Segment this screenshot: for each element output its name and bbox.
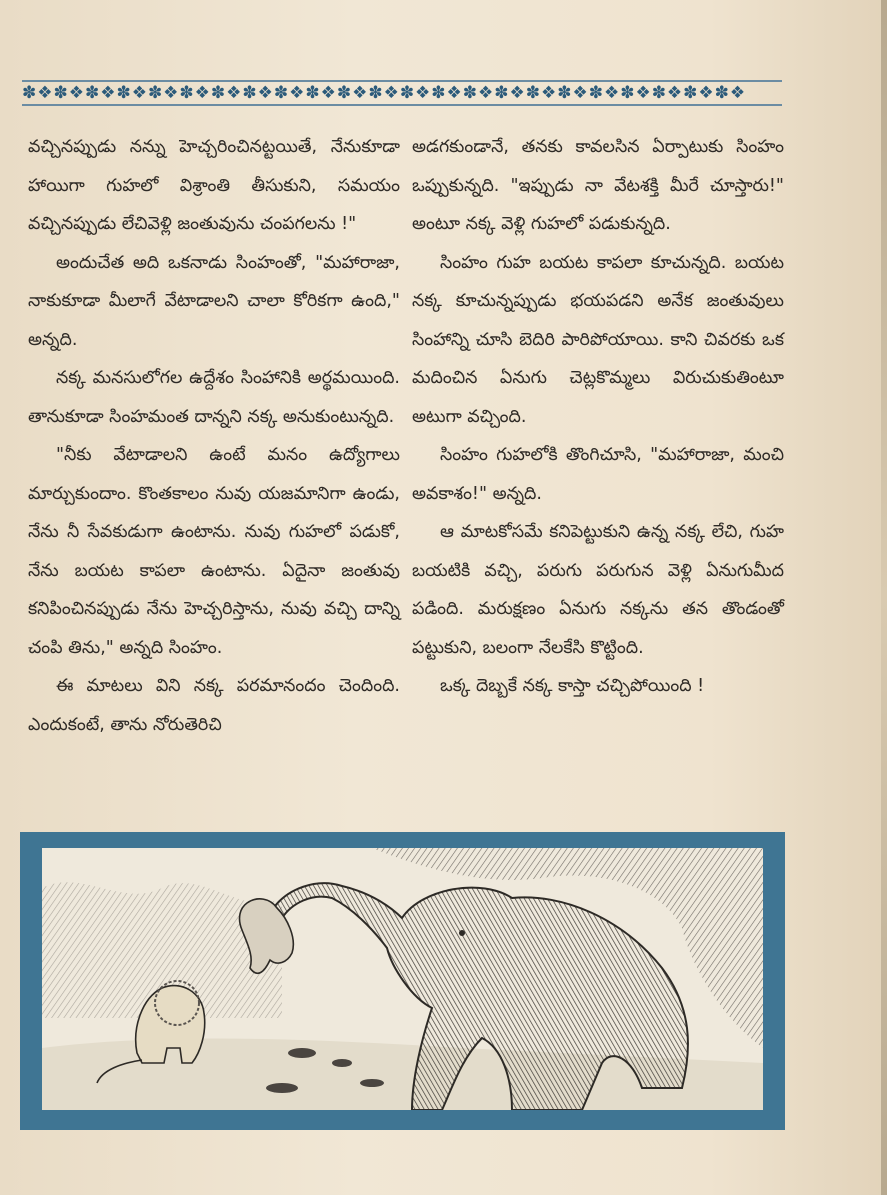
paragraph: అందుచేత అది ఒకనాడు సింహంతో, "మహారాజా, నాకుకూడా మీలాగే వేటాడాలని చాలా కోరికగా ఉంది," అన్నది. [28, 252, 400, 350]
story-illustration [20, 832, 785, 1130]
stone [360, 1079, 384, 1087]
decorative-border [22, 78, 782, 108]
paragraph: వచ్చినప్పుడు నన్ను హెచ్చరించినట్టయితే, నేనుకూడా హాయిగా గుహలో విశ్రాంతి తీసుకుని, సమయం వచ్చినప్పుడు లేచివెళ్లి జంతువును చంపగలను !" [28, 137, 400, 234]
page-edge [881, 0, 887, 1195]
right-text-column [412, 128, 784, 706]
stone [332, 1059, 352, 1067]
stone [288, 1048, 316, 1058]
paragraph: అడగకుండానే, తనకు కావలసిన ఏర్పాటుకు సింహం ఒప్పుకున్నది. "ఇప్పుడు నా వేటశక్తి మీరే చూస్తారు!" అంటూ నక్క వెళ్లి గుహలో పడుకున్నది. [412, 137, 784, 234]
elephant-lion-fox-drawing [42, 848, 763, 1110]
paragraph: సింహం గుహ బయట కాపలా కూచున్నది. బయట నక్క కూచున్నప్పుడు భయపడని అనేక జంతువులు సింహాన్ని చూసి బెదిరి పారిపోయాయి. కాని చివరకు ఒక మదించిన ఏనుగు చెట్లకొమ్మలు విరుచుకుతింటూ అటుగా వచ్చింది. [412, 252, 784, 427]
stone [266, 1083, 298, 1093]
paragraph: నక్క మనసులోగల ఉద్దేశం సింహానికి అర్థమయింది. తానుకూడా సింహమంత దాన్నని నక్క అనుకుంటున్నది. [28, 368, 400, 427]
paragraph: ఈ మాటలు విని నక్క పరమానందం చెందింది. ఎందుకంటే, తాను నోరుతెరిచి [28, 676, 400, 735]
ornament-row: ✽❖✽❖✽❖✽❖✽❖✽❖✽❖✽❖✽❖✽❖✽❖✽❖✽❖✽❖✽❖✽❖✽❖✽❖✽❖✽❖✽❖✽❖✽❖ [22, 83, 747, 103]
paragraph: సింహం గుహలోకి తొంగిచూసి, "మహారాజా, మంచి అవకాశం!" అన్నది. [412, 445, 784, 504]
elephant-eye [459, 930, 465, 936]
paragraph: ఒక్క దెబ్బకే నక్క కాస్తా చచ్చిపోయింది ! [440, 676, 705, 696]
paragraph: ఆ మాటకోసమే కనిపెట్టుకుని ఉన్న నక్క లేచి, గుహ బయటికి వచ్చి, పరుగు పరుగున వెళ్లి ఏనుగుమీద పడింది. మరుక్షణం ఏనుగు నక్కను తన తొండంతో పట్టుకుని, బలంగా నేలకేసి కొట్టింది. [412, 522, 784, 658]
left-text-column [28, 128, 400, 744]
paragraph: "నీకు వేటాడాలని ఉంటే మనం ఉద్యోగాలు మార్చుకుందాం. కొంతకాలం నువు యజమానిగా ఉండు, నేను నీ సేవకుడుగా ఉంటాను. నువు గుహలో పడుకో, నేను బయట కాపలా ఉంటాను. ఏదైనా జంతువు కనిపించినప్పుడు నేను హెచ్చరిస్తాను, నువు వచ్చి దాన్ని చంపి తిను," అన్నది సింహం. [28, 445, 400, 658]
